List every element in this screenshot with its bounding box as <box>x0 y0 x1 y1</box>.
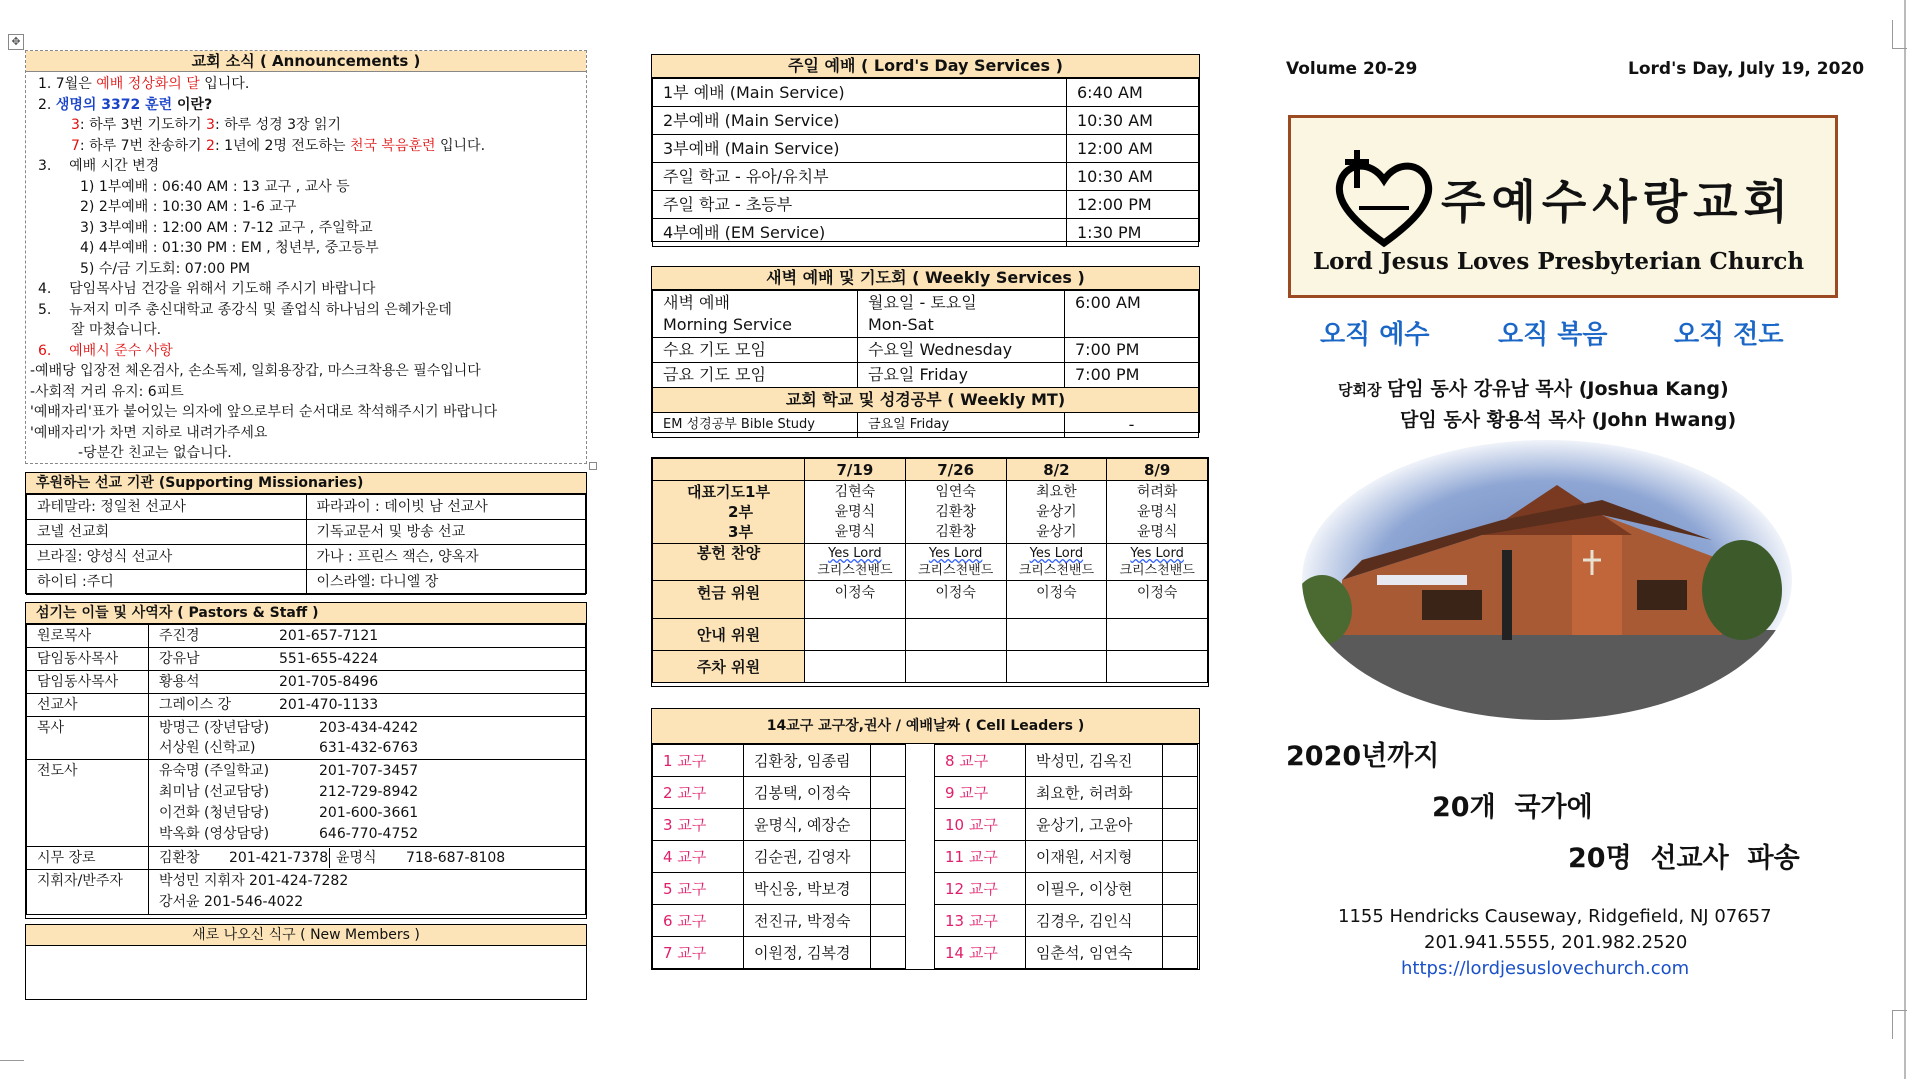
logo-english: Lord Jesus Loves Presbyterian Church <box>1313 248 1805 275</box>
cells-left-table <box>652 744 906 969</box>
cell-leaders: 김경우, 김인식 <box>1026 905 1163 937</box>
services-box <box>651 54 1200 242</box>
cell-date <box>1163 841 1198 873</box>
cell-number: 10 교구 <box>935 809 1026 841</box>
cell-date <box>871 777 906 809</box>
table-row <box>653 809 906 841</box>
table-cell: 브라질: 양성식 선교사 <box>27 545 307 570</box>
church-logo <box>1288 115 1838 298</box>
weekly-box <box>651 266 1200 433</box>
announcement-line: 7: 하루 7번 찬송하기 2: 1년에 2명 전도하는 천국 복음훈련 입니다. <box>71 137 486 154</box>
page-corner-bottom-right <box>1892 1010 1907 1039</box>
cell-leaders: 임춘석, 임연숙 <box>1026 937 1163 969</box>
announcements-title: 교회 소식 ( Announcements ) <box>26 51 586 72</box>
table-row: 담임동사목사 황용석 201-705-8496 <box>27 671 586 694</box>
announcement-line: 3) 3부예배 : 12:00 AM : 7-12 교구 , 주일학교 <box>80 219 373 236</box>
table-row <box>935 841 1198 873</box>
table-row: 원로목사 주진경 201-657-7121 <box>27 625 586 648</box>
page-corner-top-right <box>1892 20 1907 49</box>
announcement-line: 5) 수/금 기도회: 07:00 PM <box>80 260 251 277</box>
announcement-line: 4. 담임목사님 건강을 위해서 기도해 주시기 바랍니다 <box>38 281 376 297</box>
cells-right-table <box>934 744 1198 969</box>
table-row <box>653 388 1199 413</box>
new-members-title: 새로 나오신 식구 ( New Members ) <box>26 925 586 946</box>
announcement-line: 1) 1부예배 : 06:40 AM : 13 교구 , 교사 등 <box>80 178 350 195</box>
table-row: 7/19 7/26 8/2 8/9 <box>653 459 1208 481</box>
vision-line-1: 2020년까지 <box>1286 741 1440 772</box>
announcement-line: 3. 예배 시간 변경 <box>38 158 160 174</box>
table-row <box>935 937 1198 969</box>
table-cell: 파라과이 : 데이빗 남 선교사 <box>306 495 586 520</box>
cell-number: 6 교구 <box>653 905 744 937</box>
table-cell: 주일 학교 - 초등부 <box>653 191 1067 219</box>
cell-date <box>1163 777 1198 809</box>
cell-date <box>1163 905 1198 937</box>
cell-leaders: 전진규, 박정숙 <box>744 905 871 937</box>
cell-date <box>871 809 906 841</box>
cell-number: 12 교구 <box>935 873 1026 905</box>
cell-number: 11 교구 <box>935 841 1026 873</box>
resize-handle[interactable] <box>589 462 597 470</box>
page-edge-right <box>1904 0 1906 1079</box>
table-cell: 12:00 AM <box>1067 135 1199 163</box>
table-row: 전도사 유숙명 (주일학교) 201-707-3457 최미남 (선교담당) 212-729-8942 이건화 (청년담당) 201-600-3661 박옥화 (영상담당) 646-770-4752 <box>27 760 586 847</box>
announcements-box <box>25 50 587 464</box>
pastor-2: 담임 동사 황용석 목사 (John Hwang) <box>1400 409 1737 431</box>
announcement-line: -당분간 친교는 없습니다. <box>78 445 232 461</box>
cell-leaders: 이원정, 김복경 <box>744 937 871 969</box>
services-title: 주일 예배 ( Lord's Day Services ) <box>652 55 1199 78</box>
table-row: EM 성경공부 Bible Study 금요일 Friday - <box>653 413 1199 438</box>
cell-date <box>1163 873 1198 905</box>
cell-leaders: 김순권, 김영자 <box>744 841 871 873</box>
cell-number: 9 교구 <box>935 777 1026 809</box>
table-row: 헌금 위원 이정숙 이정숙 이정숙 이정숙 <box>653 581 1208 619</box>
cell-number: 14 교구 <box>935 937 1026 969</box>
table-cell: 12:00 PM <box>1067 191 1199 219</box>
church-website-link[interactable]: https://lordjesuslovechurch.com <box>1401 958 1690 979</box>
missionaries-table <box>26 494 586 595</box>
table-cell: 2부예배 (Main Service) <box>653 107 1067 135</box>
announcement-line: 2) 2부예배 : 10:30 AM : 1-6 교구 <box>80 199 297 215</box>
cross-heart-icon <box>1329 148 1439 258</box>
slogan-1: 오직 예수 <box>1320 320 1430 350</box>
announcement-line: 2. 생명의 3372 훈련 이란? <box>38 96 213 113</box>
duty-box <box>651 457 1209 687</box>
table-cell: 기독교문서 및 방송 선교 <box>306 520 586 545</box>
table-row: 선교사 그레이스 강 201-470-1133 <box>27 694 586 717</box>
table-cell: 1부 예배 (Main Service) <box>653 79 1067 107</box>
table-row <box>653 219 1199 247</box>
table-row: 금요 기도 모임 금요일 Friday 7:00 PM <box>653 363 1199 388</box>
cells-title: 14교구 교구장,권사 / 예배날짜 ( Cell Leaders ) <box>652 709 1199 744</box>
announcement-line: '예배자리'표가 붙어있는 의자에 앞으로부터 순서대로 착석해주시기 바랍니다 <box>30 404 498 420</box>
table-row <box>27 570 586 595</box>
table-cell: 코넬 선교회 <box>27 520 307 545</box>
table-row <box>653 905 906 937</box>
cell-number: 2 교구 <box>653 777 744 809</box>
table-row: 대표기도1부 2부 3부 김현숙 윤명식 윤명식 임연숙 김환창 김환창 최요한 윤상기 윤상기 허려화 윤명식 윤명식 <box>653 481 1208 544</box>
table-row <box>653 937 906 969</box>
table-cell: 4부예배 (EM Service) <box>653 219 1067 247</box>
table-row <box>653 777 906 809</box>
cell-leaders: 윤상기, 고윤아 <box>1026 809 1163 841</box>
table-cell: 3부예배 (Main Service) <box>653 135 1067 163</box>
table-row: 안내 위원 <box>653 619 1208 651</box>
announcement-line: 잘 마쳤습니다. <box>71 322 162 338</box>
announcement-line: '예배자리'가 차면 지하로 내려가주세요 <box>30 424 268 441</box>
cell-date <box>1163 809 1198 841</box>
table-row <box>27 495 586 520</box>
volume-label: Volume 20-29 <box>1286 59 1418 79</box>
mt-title: 교회 학교 및 성경공부 ( Weekly MT) <box>653 388 1199 413</box>
cell-number: 3 교구 <box>653 809 744 841</box>
church-building-icon <box>1302 440 1792 720</box>
table-row <box>935 809 1198 841</box>
cells-box <box>651 708 1200 970</box>
announcement-line: 3: 하루 3번 기도하기 3: 하루 성경 3장 읽기 <box>71 117 342 133</box>
table-row: 수요 기도 모임 수요일 Wednesday 7:00 PM <box>653 338 1199 363</box>
table-row <box>653 191 1199 219</box>
announcement-line: -예배당 입장전 체온검사, 손소독제, 일회용장갑, 마스크착용은 필수입니다 <box>30 363 481 379</box>
table-row <box>653 841 906 873</box>
table-row <box>935 777 1198 809</box>
staff-box <box>25 602 587 919</box>
table-row: 새벽 예배 Morning Service 월요일 - 토요일 Mon-Sat 6:00 AM <box>653 291 1199 338</box>
table-row <box>653 163 1199 191</box>
cell-leaders: 박신웅, 박보경 <box>744 873 871 905</box>
table-row: 담임동사목사 강유남 551-655-4224 <box>27 648 586 671</box>
table-cell: 이스라엘: 다니엘 장 <box>306 570 586 595</box>
page-corner-bottom-left <box>0 1060 24 1061</box>
table-row <box>653 873 906 905</box>
announcement-line: -사회적 거리 유지: 6피트 <box>30 383 184 400</box>
staff-table <box>26 624 586 915</box>
slogan-2: 오직 복음 <box>1498 320 1608 350</box>
table-row <box>935 905 1198 937</box>
table-row <box>653 745 906 777</box>
table-cell: 10:30 AM <box>1067 163 1199 191</box>
table-row <box>653 107 1199 135</box>
cell-leaders: 김봉택, 이정숙 <box>744 777 871 809</box>
table-cell: 1:30 PM <box>1067 219 1199 247</box>
new-members-box <box>25 924 587 1000</box>
cell-date <box>1163 937 1198 969</box>
cell-number: 7 교구 <box>653 937 744 969</box>
table-cell: 하이티 :주디 <box>27 570 307 595</box>
table-cell: 주일 학교 - 유아/유치부 <box>653 163 1067 191</box>
cell-date <box>871 937 906 969</box>
table-row <box>27 520 586 545</box>
table-cell: 10:30 AM <box>1067 107 1199 135</box>
services-table <box>652 78 1199 247</box>
move-handle-icon[interactable]: ✥ <box>8 34 24 50</box>
cell-date <box>1163 745 1198 777</box>
date-label: Lord's Day, July 19, 2020 <box>1628 59 1865 79</box>
missionaries-box <box>25 472 587 594</box>
duty-table <box>652 458 1208 683</box>
table-row: 시무 장로 김환창 201-421-7378 윤명식 718-687-8108 <box>27 847 586 870</box>
cell-number: 8 교구 <box>935 745 1026 777</box>
cell-date <box>871 905 906 937</box>
cell-leaders: 박성민, 김옥진 <box>1026 745 1163 777</box>
table-row <box>653 79 1199 107</box>
table-row <box>653 135 1199 163</box>
cell-leaders: 김환창, 임종림 <box>744 745 871 777</box>
table-cell: 가나 : 프린스 잭슨, 양옥자 <box>306 545 586 570</box>
table-row: 봉헌 찬양 Yes Lord 크리스천밴드 Yes Lord 크리스천밴드 Yes Lord 크리스천밴드 Yes Lord 크리스천밴드 <box>653 544 1208 581</box>
cell-leaders: 이필우, 이상현 <box>1026 873 1163 905</box>
staff-title: 섬기는 이들 및 사역자 ( Pastors & Staff ) <box>26 603 586 624</box>
table-row <box>935 745 1198 777</box>
announcement-line: 6. 예배시 준수 사항 <box>38 342 173 359</box>
cell-number: 13 교구 <box>935 905 1026 937</box>
cell-number: 1 교구 <box>653 745 744 777</box>
cell-date <box>871 745 906 777</box>
table-row: 주차 위원 <box>653 651 1208 683</box>
table-cell: 6:40 AM <box>1067 79 1199 107</box>
address: 1155 Hendricks Causeway, Ridgefield, NJ 07657 <box>1338 906 1772 927</box>
cell-leaders: 최요한, 허려화 <box>1026 777 1163 809</box>
table-row <box>935 873 1198 905</box>
announcement-line: 1. 7월은 예배 정상화의 달 입니다. <box>38 76 250 92</box>
pastor-1: 당회장 담임 동사 강유남 목사 (Joshua Kang) <box>1338 378 1729 400</box>
table-cell: 과테말라: 정일천 선교사 <box>27 495 307 520</box>
slogan-3: 오직 전도 <box>1674 320 1784 350</box>
church-photo <box>1302 440 1792 720</box>
weekly-title: 새벽 예배 및 기도회 ( Weekly Services ) <box>652 267 1199 290</box>
table-row: 목사 방명근 (장년담당) 203-434-4242 서상원 (신학교) 631-432-6763 <box>27 717 586 760</box>
table-row <box>27 545 586 570</box>
cell-date <box>871 841 906 873</box>
logo-korean: 주예수사랑교회 <box>1441 175 1795 229</box>
cell-number: 5 교구 <box>653 873 744 905</box>
weekly-table <box>652 290 1199 438</box>
table-row: 지휘자/반주자 박성민 지휘자 201-424-7282 강서윤 201-546-4022 <box>27 870 586 915</box>
cell-date <box>871 873 906 905</box>
missionaries-title: 후원하는 선교 기관 (Supporting Missionaries) <box>26 473 586 494</box>
announcement-line: 5. 뉴저지 미주 총신대학교 종강식 및 졸업식 하나님의 은혜가운데 <box>38 301 452 318</box>
phone: 201.941.5555, 201.982.2520 <box>1424 932 1688 953</box>
announcement-line: 4) 4부예배 : 01:30 PM : EM , 청년부, 중고등부 <box>80 240 379 256</box>
cell-leaders: 윤명식, 예장순 <box>744 809 871 841</box>
cell-leaders: 이재원, 서지형 <box>1026 841 1163 873</box>
vision-line-3: 20명 선교사 파송 <box>1568 843 1800 874</box>
vision-line-2: 20개 국가에 <box>1432 792 1593 823</box>
cell-number: 4 교구 <box>653 841 744 873</box>
